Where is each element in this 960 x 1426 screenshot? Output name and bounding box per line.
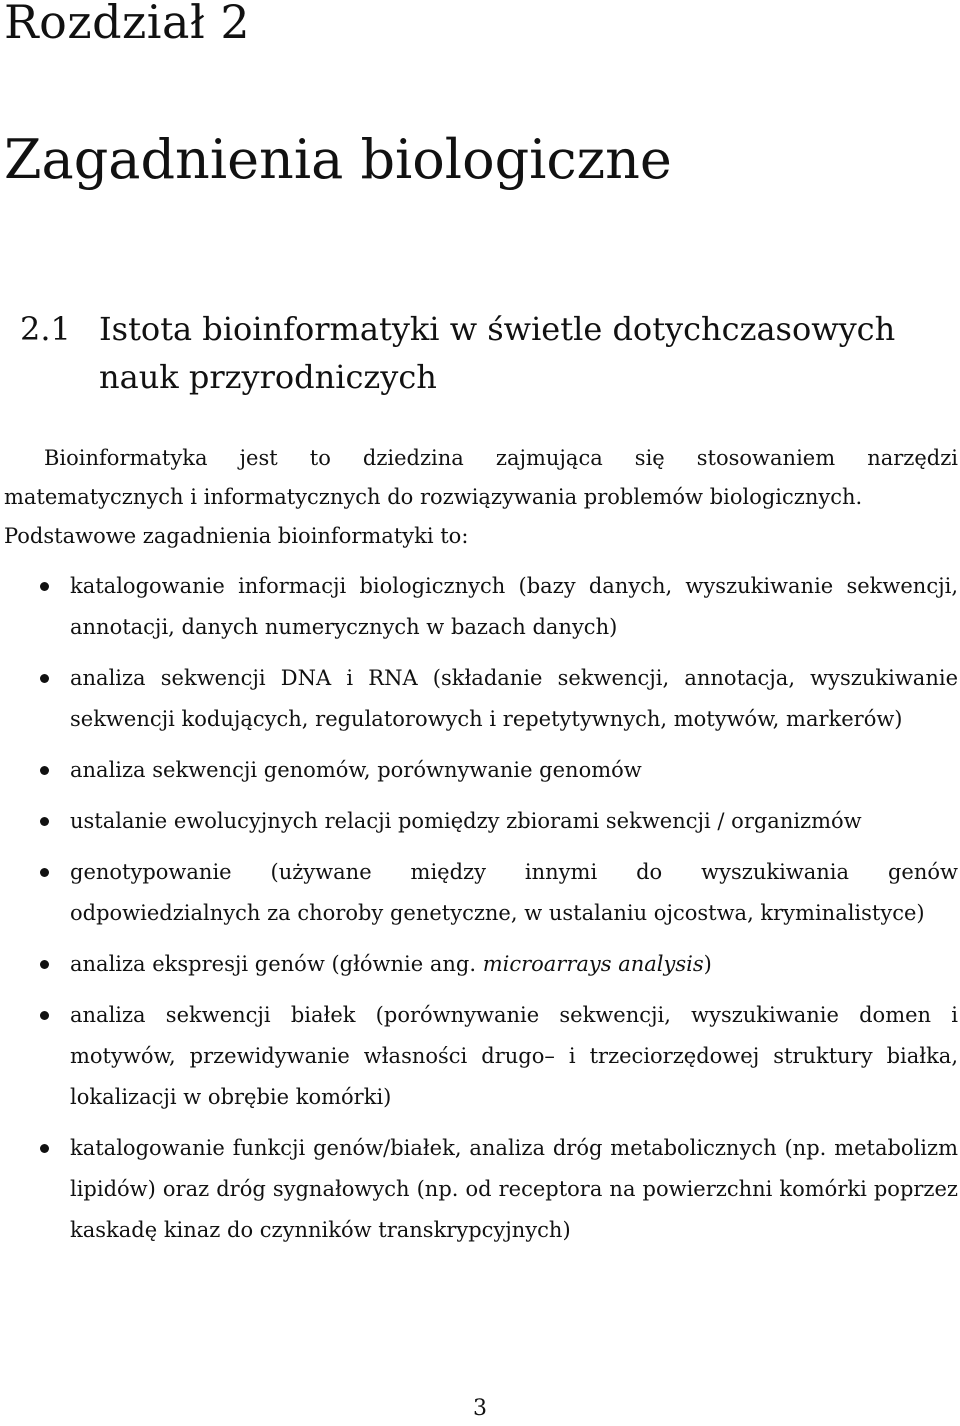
list-item-text: katalogowanie funkcji genów/białek, analiza dróg metabolicznych (np. metabolizm lipidów) oraz dróg sygnałowych (np. od receptora na powierzchni komórki poprzez kaskadę kinaz do czynników transkrypcyjnych): [70, 1136, 958, 1242]
list-item-text-before: analiza ekspresji genów (głównie ang.: [70, 952, 483, 976]
list-item-text: genotypowanie (używane między innymi do wyszukiwania genów odpowiedzialnych za choroby genetyczne, w ustalaniu ojcostwa, kryminalistyce): [70, 860, 958, 925]
bullet-icon: [40, 582, 49, 591]
bullet-icon: [40, 674, 49, 683]
topics-list: [0, 566, 960, 1261]
list-item: [0, 566, 960, 648]
section-heading: [20, 305, 960, 401]
list-item-text: analiza sekwencji DNA i RNA (składanie sekwencji, annotacja, wyszukiwanie sekwencji kodujących, regulatorowych i repetytywnych, motywów, markerów): [70, 666, 958, 731]
chapter-title: Zagadnienia biologiczne: [4, 128, 672, 191]
list-item-text: analiza sekwencji genomów, porównywanie genomów: [70, 758, 642, 782]
section-title-line1: Istota bioinformatyki w świetle dotychczasowych: [99, 310, 896, 348]
intro-paragraph: [4, 439, 958, 556]
list-item-text-italic: microarrays analysis: [482, 952, 704, 976]
intro-line-3: Podstawowe zagadnienia bioinformatyki to:: [4, 524, 469, 548]
chapter-label: Rozdział 2: [4, 0, 251, 49]
section-title-line2: nauk przyrodniczych: [99, 358, 437, 396]
list-item-text: analiza sekwencji białek (porównywanie sekwencji, wyszukiwanie domen i motywów, przewidywanie własności drugo– i trzeciorzędowej struktury białka, lokalizacji w obrębie komórki): [70, 1003, 958, 1109]
list-item: [0, 1128, 960, 1251]
list-item-text-after: ): [703, 952, 712, 976]
bullet-icon: [40, 1011, 49, 1020]
list-item: [0, 658, 960, 740]
intro-line-1: Bioinformatyka jest to dziedzina zajmująca się stosowaniem narzędzi: [44, 446, 958, 470]
list-item: [0, 852, 960, 934]
section-number: 2.1: [20, 310, 71, 348]
intro-line-2: matematycznych i informatycznych do rozwiązywania problemów biologicznych.: [4, 485, 863, 509]
bullet-icon: [40, 817, 49, 826]
list-item: [0, 995, 960, 1118]
list-item: [0, 750, 960, 791]
bullet-icon: [40, 868, 49, 877]
list-item-text: ustalanie ewolucyjnych relacji pomiędzy zbiorami sekwencji / organizmów: [70, 809, 862, 833]
list-item-text: katalogowanie informacji biologicznych (bazy danych, wyszukiwanie sekwencji, annotacji, danych numerycznych w bazach danych): [70, 574, 958, 639]
bullet-icon: [40, 766, 49, 775]
page-number: 3: [473, 1396, 487, 1421]
list-item: [0, 944, 960, 985]
bullet-icon: [40, 960, 49, 969]
bullet-icon: [40, 1144, 49, 1153]
list-item: [0, 801, 960, 842]
